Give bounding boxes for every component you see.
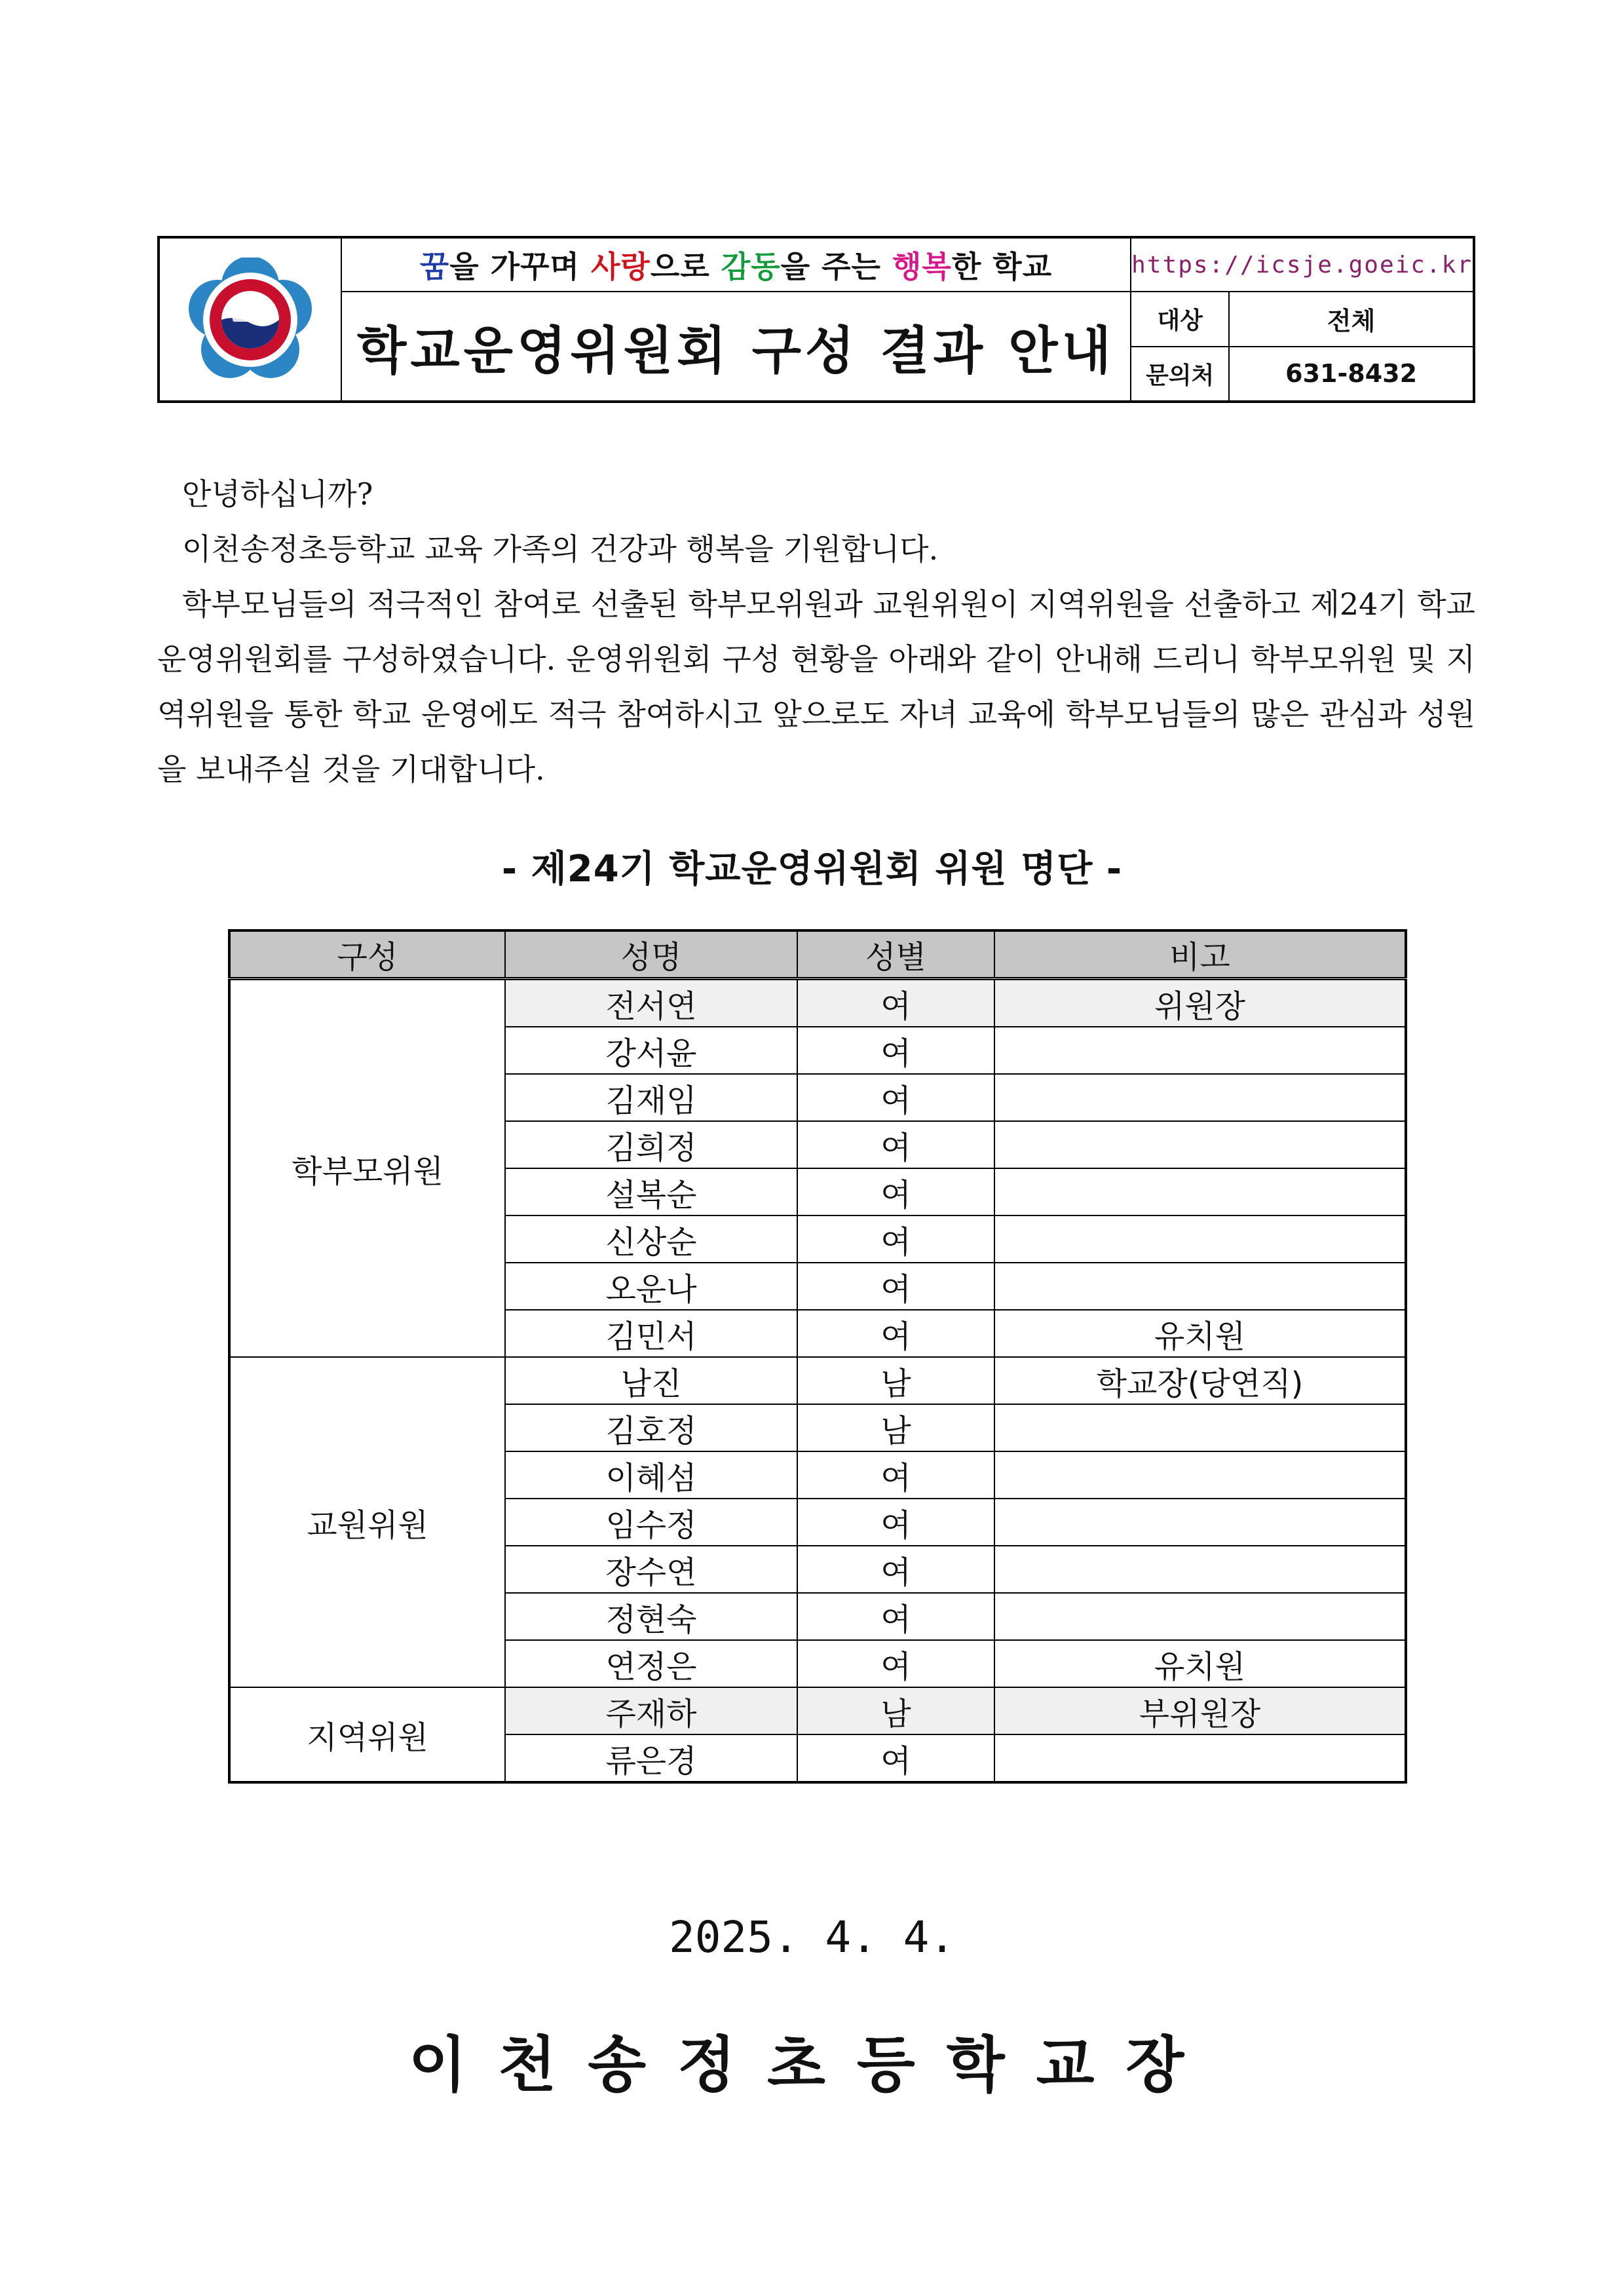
- target-label: 대상: [1131, 292, 1230, 346]
- school-emblem-icon: [188, 258, 312, 382]
- group-name-cell: 지역위원: [229, 1687, 505, 1782]
- member-name-cell: 류은경: [505, 1734, 797, 1782]
- member-note-cell: [994, 1451, 1406, 1499]
- member-note-cell: 유치원: [994, 1310, 1406, 1357]
- member-note-cell: [994, 1734, 1406, 1782]
- member-name-cell: 김호정: [505, 1404, 797, 1451]
- member-gender-cell: 남: [797, 1687, 994, 1734]
- member-name-cell: 김재임: [505, 1074, 797, 1121]
- member-name-cell: 신상순: [505, 1215, 797, 1263]
- member-note-cell: [994, 1074, 1406, 1121]
- principal-signature: 이천송정초등학교장: [408, 2029, 1216, 2100]
- school-logo-cell: [160, 239, 342, 400]
- member-note-cell: 학교장(당연직): [994, 1357, 1406, 1404]
- slogan-segment: 으로: [650, 249, 721, 284]
- member-gender-cell: 여: [797, 1027, 994, 1074]
- member-note-cell: [994, 1027, 1406, 1074]
- column-header: 비고: [994, 930, 1406, 979]
- table-row: [229, 1357, 1406, 1404]
- member-name-cell: 오운나: [505, 1263, 797, 1310]
- target-row: [1131, 292, 1473, 347]
- slogan-segment: 감동: [721, 249, 781, 284]
- roster-body: [229, 979, 1406, 1783]
- column-header: 구성: [229, 930, 505, 979]
- member-gender-cell: 여: [797, 1121, 994, 1168]
- header-box: [157, 236, 1475, 403]
- slogan-segment: 을 주는: [780, 249, 892, 284]
- header-right-column: [1131, 239, 1473, 400]
- document-title: 학교운영위원회 구성 결과 안내: [356, 321, 1115, 381]
- member-gender-cell: 남: [797, 1404, 994, 1451]
- member-name-cell: 설복순: [505, 1168, 797, 1215]
- school-url-link[interactable]: https://icsje.goeic.kr: [1131, 239, 1473, 292]
- member-note-cell: 유치원: [994, 1640, 1406, 1687]
- member-note-cell: [994, 1168, 1406, 1215]
- target-value: 전체: [1327, 307, 1376, 336]
- school-slogan: [342, 239, 1130, 292]
- member-gender-cell: 여: [797, 979, 994, 1027]
- member-note-cell: [994, 1215, 1406, 1263]
- member-gender-cell: 여: [797, 1310, 994, 1357]
- slogan-segment: 꿈: [419, 249, 450, 284]
- member-gender-cell: 여: [797, 1263, 994, 1310]
- member-note-cell: 위원장: [994, 979, 1406, 1027]
- member-gender-cell: 여: [797, 1499, 994, 1546]
- contact-value: 631-8432: [1285, 359, 1418, 389]
- greeting-line: 안녕하십니까?: [182, 476, 373, 512]
- group-name-cell: 교원위원: [229, 1357, 505, 1687]
- slogan-segment: 사랑: [591, 249, 651, 284]
- member-name-cell: 전서연: [505, 979, 797, 1027]
- table-row: [229, 1687, 1406, 1734]
- member-note-cell: [994, 1121, 1406, 1168]
- member-note-cell: [994, 1404, 1406, 1451]
- member-name-cell: 장수연: [505, 1546, 797, 1593]
- header-middle-column: [342, 239, 1131, 400]
- member-name-cell: 정현숙: [505, 1593, 797, 1640]
- member-name-cell: 남진: [505, 1357, 797, 1404]
- contact-row: [1131, 347, 1473, 401]
- member-name-cell: 이혜섬: [505, 1451, 797, 1499]
- wish-line: 이천송정초등학교 교육 가족의 건강과 행복을 기원합니다.: [182, 531, 939, 567]
- member-gender-cell: 남: [797, 1357, 994, 1404]
- table-header-row: [229, 930, 1406, 979]
- member-note-cell: [994, 1593, 1406, 1640]
- member-name-cell: 김희정: [505, 1121, 797, 1168]
- column-header: 성별: [797, 930, 994, 979]
- member-note-cell: [994, 1499, 1406, 1546]
- slogan-segment: 한 학교: [951, 249, 1053, 284]
- member-gender-cell: 여: [797, 1734, 994, 1782]
- slogan-segment: 행복: [892, 249, 952, 284]
- issue-date: 2025. 4. 4.: [668, 1912, 956, 1962]
- slogan-segment: 을 가꾸며: [449, 249, 591, 284]
- member-gender-cell: 여: [797, 1168, 994, 1215]
- member-gender-cell: 여: [797, 1640, 994, 1687]
- letter-body: [157, 467, 1475, 797]
- member-gender-cell: 여: [797, 1593, 994, 1640]
- contact-label: 문의처: [1131, 347, 1230, 401]
- table-row: [229, 979, 1406, 1027]
- column-header: 성명: [505, 930, 797, 979]
- member-gender-cell: 여: [797, 1546, 994, 1593]
- member-note-cell: 부위원장: [994, 1687, 1406, 1734]
- group-name-cell: 학부모위원: [229, 979, 505, 1358]
- member-gender-cell: 여: [797, 1215, 994, 1263]
- member-gender-cell: 여: [797, 1451, 994, 1499]
- member-name-cell: 주재하: [505, 1687, 797, 1734]
- roster-title: - 제24기 학교운영위원회 위원 명단 -: [501, 848, 1123, 890]
- member-gender-cell: 여: [797, 1074, 994, 1121]
- main-paragraph: 학부모님들의 적극적인 참여로 선출된 학부모위원과 교원위원이 지역위원을 선출하고 제24기 학교운영위원회를 구성하였습니다. 운영위원회 구성 현황을 아래와 같이 안내해 드리니 학부모위원 및 지역위원을 통한 학교 운영에도 적극 참여하시고 앞으로도 자녀 교육에 학부모님들의 많은 관심과 성원을 보내주실 것을 기대합니다.: [157, 586, 1475, 787]
- member-name-cell: 연정은: [505, 1640, 797, 1687]
- committee-roster-table: [228, 929, 1407, 1784]
- member-note-cell: [994, 1546, 1406, 1593]
- member-name-cell: 임수정: [505, 1499, 797, 1546]
- member-name-cell: 강서윤: [505, 1027, 797, 1074]
- member-name-cell: 김민서: [505, 1310, 797, 1357]
- member-note-cell: [994, 1263, 1406, 1310]
